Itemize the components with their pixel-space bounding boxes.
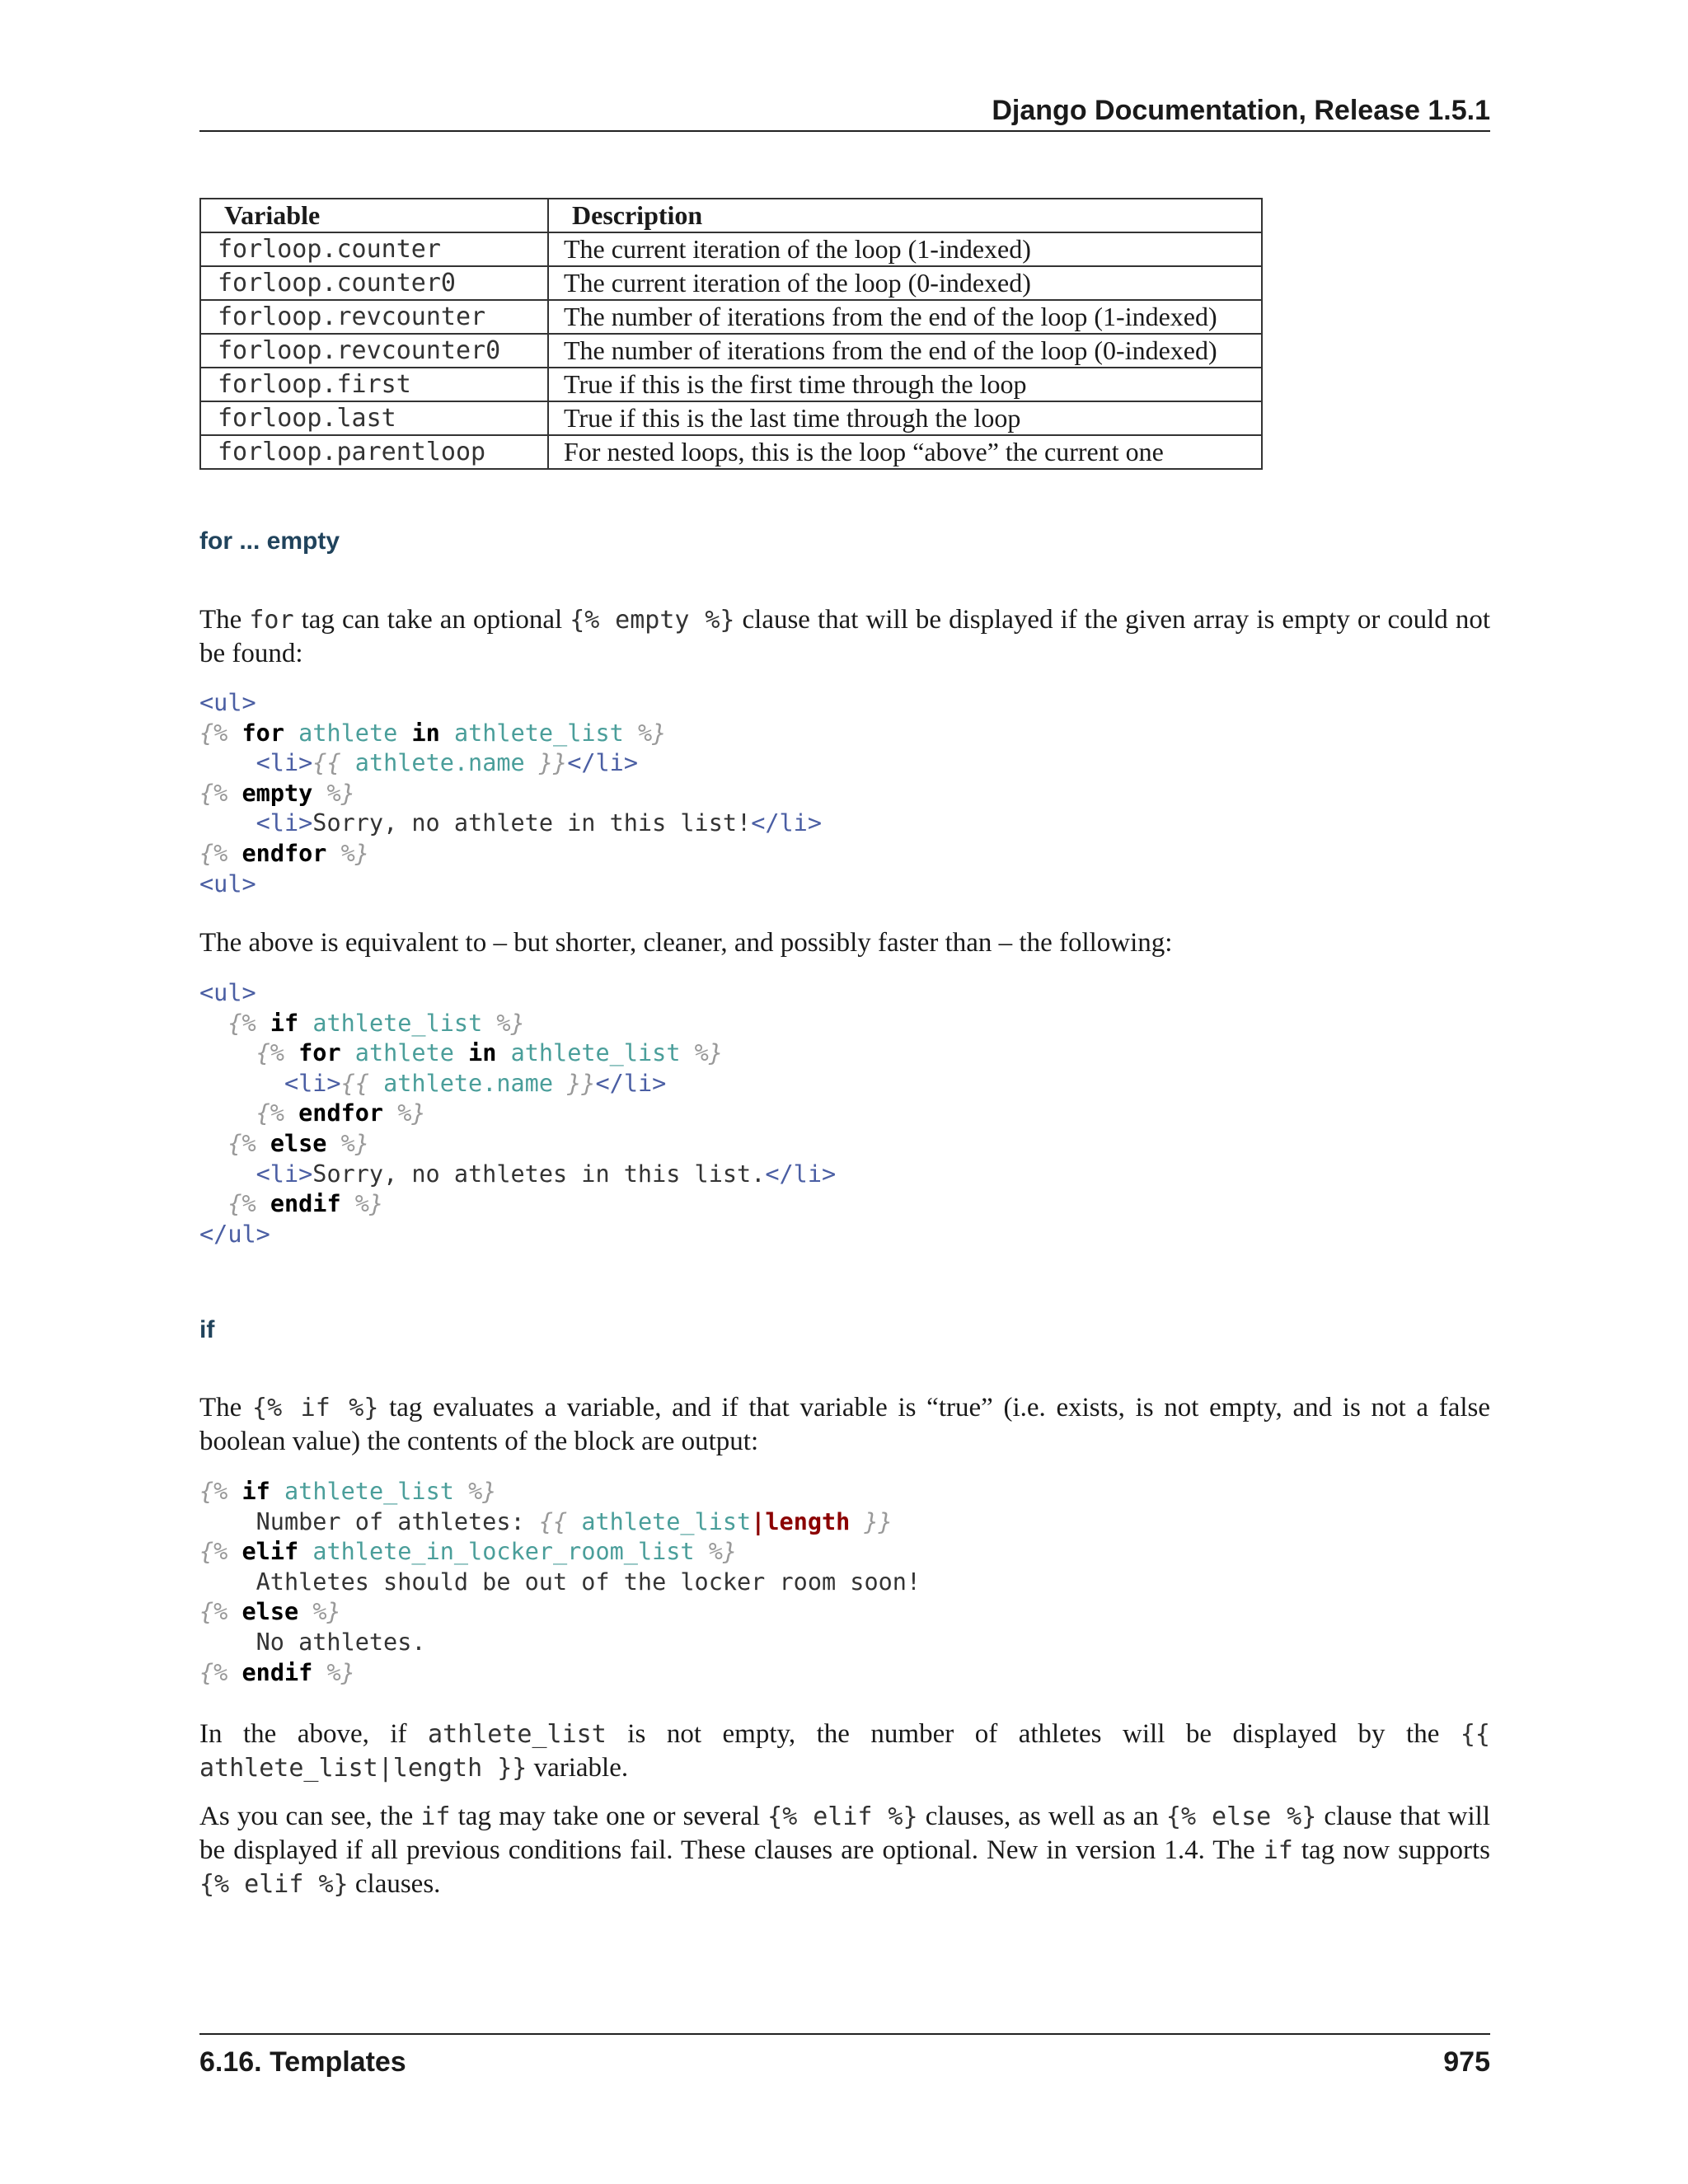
inline-code: {% empty %} (570, 606, 735, 635)
code-line: {% endif %} (227, 1190, 384, 1218)
code-line: <ul> (199, 689, 256, 716)
footer-section: 6.16. Templates (199, 2046, 406, 2078)
table-row (200, 300, 1262, 334)
code-line: {% else %} (227, 1129, 369, 1157)
code-line: {% endfor %} (256, 1099, 426, 1127)
inline-code: {% else %} (1165, 1802, 1317, 1831)
code-line: <ul> (199, 979, 256, 1006)
code-line: {% elif athlete_in_locker_room_list %} (199, 1538, 738, 1566)
inline-code: athlete_list (428, 1720, 607, 1749)
page-number: 975 (1443, 2046, 1490, 2078)
description-cell: The number of iterations from the end of the loop (0-indexed) (548, 334, 1262, 368)
code-line: {% else %} (199, 1598, 341, 1626)
if-elif-paragraph: As you can see, the if tag may take one or several {% elif %} clauses, as well as an {% else %} clause that will be displayed if all previous conditions fail. These clauses are optional. New in version 1.4. The if tag now supports {% elif %} clauses. (199, 1802, 1490, 1899)
description-cell: The current iteration of the loop (0-indexed) (548, 266, 1262, 300)
description-cell: For nested loops, this is the loop “above” the current one (548, 435, 1262, 469)
table-row (200, 435, 1262, 469)
section-title-if: if (199, 1316, 215, 1343)
table-row (200, 232, 1262, 266)
table-row (200, 266, 1262, 300)
variable-cell: forloop.revcounter (200, 300, 548, 334)
code-line: {% if athlete_list %} (199, 1478, 497, 1505)
code-line: <li>Sorry, no athlete in this list!</li> (256, 809, 822, 837)
code-block-equivalent (199, 978, 836, 1249)
code-line: {% for athlete in athlete_list %} (199, 719, 667, 747)
code-line: <li>{{ athlete.name }}</li> (256, 749, 638, 777)
running-footer (199, 2033, 1490, 2076)
description-cell: True if this is the first time through the loop (548, 368, 1262, 401)
inline-code: if (1263, 1836, 1293, 1865)
for-empty-equivalence-text: The above is equivalent to – but shorter, cleaner, and possibly faster than – the following: (199, 928, 1173, 958)
section-title-for-empty: for ... empty (199, 527, 340, 555)
running-header (199, 92, 1490, 132)
inline-code: {% if %} (252, 1394, 379, 1422)
variable-cell: forloop.revcounter0 (200, 334, 548, 368)
code-line: <li>{{ athlete.name }}</li> (284, 1069, 667, 1097)
if-intro: The {% if %} tag evaluates a variable, and if that variable is “true” (i.e. exists, is not empty, and is not a false boolean value) the contents of the block are output: (199, 1393, 1491, 1456)
code-line: <li>Sorry, no athletes in this list.</li> (256, 1160, 837, 1188)
code-line: {% endfor %} (199, 839, 369, 867)
variable-cell: forloop.first (200, 368, 548, 401)
code-block-if (199, 1477, 921, 1688)
inline-code: {{ athlete_list|length }} (199, 1720, 1490, 1783)
table-row (200, 334, 1262, 368)
inline-code: {% elif %} (199, 1870, 349, 1899)
variable-cell: forloop.last (200, 401, 548, 435)
variable-cell: forloop.counter0 (200, 266, 548, 300)
code-line: No athletes. (199, 1628, 426, 1656)
header-title: Django Documentation, Release 1.5.1 (992, 95, 1490, 126)
code-line: {% endif %} (199, 1658, 355, 1686)
code-line: {% empty %} (199, 779, 355, 807)
description-cell: True if this is the last time through the loop (548, 401, 1262, 435)
code-line: Number of athletes: {{ athlete_list|length }} (199, 1507, 893, 1535)
table-row (200, 401, 1262, 435)
variable-cell: forloop.parentloop (200, 435, 548, 469)
code-block-for-empty (199, 688, 822, 899)
document-page (199, 0, 1490, 2184)
code-line: <ul> (199, 869, 256, 898)
inline-code: if (420, 1802, 451, 1831)
column-header-variable: Variable (200, 199, 548, 232)
code-line: {% if athlete_list %} (227, 1009, 525, 1037)
forloop-variables-table (199, 198, 1263, 470)
inline-code: {% elif %} (767, 1802, 918, 1831)
description-cell: The current iteration of the loop (1-indexed) (548, 232, 1262, 266)
inline-code: for (249, 606, 294, 635)
description-cell: The number of iterations from the end of the loop (1-indexed) (548, 300, 1262, 334)
table-header-row (200, 199, 1262, 232)
code-line: Athletes should be out of the locker room soon! (199, 1568, 921, 1596)
if-explanation-paragraph: In the above, if athlete_list is not empty, the number of athletes will be displayed by the {{ athlete_list|length }} variable. (199, 1719, 1490, 1783)
variable-cell: forloop.counter (200, 232, 548, 266)
table-row (200, 368, 1262, 401)
for-empty-intro: The for tag can take an optional {% empty %} clause that will be displayed if the given array is empty or could not be found: (199, 605, 1490, 668)
code-line: {% for athlete in athlete_list %} (256, 1039, 723, 1067)
code-line: </ul> (199, 1220, 270, 1248)
column-header-description: Description (548, 199, 1262, 232)
